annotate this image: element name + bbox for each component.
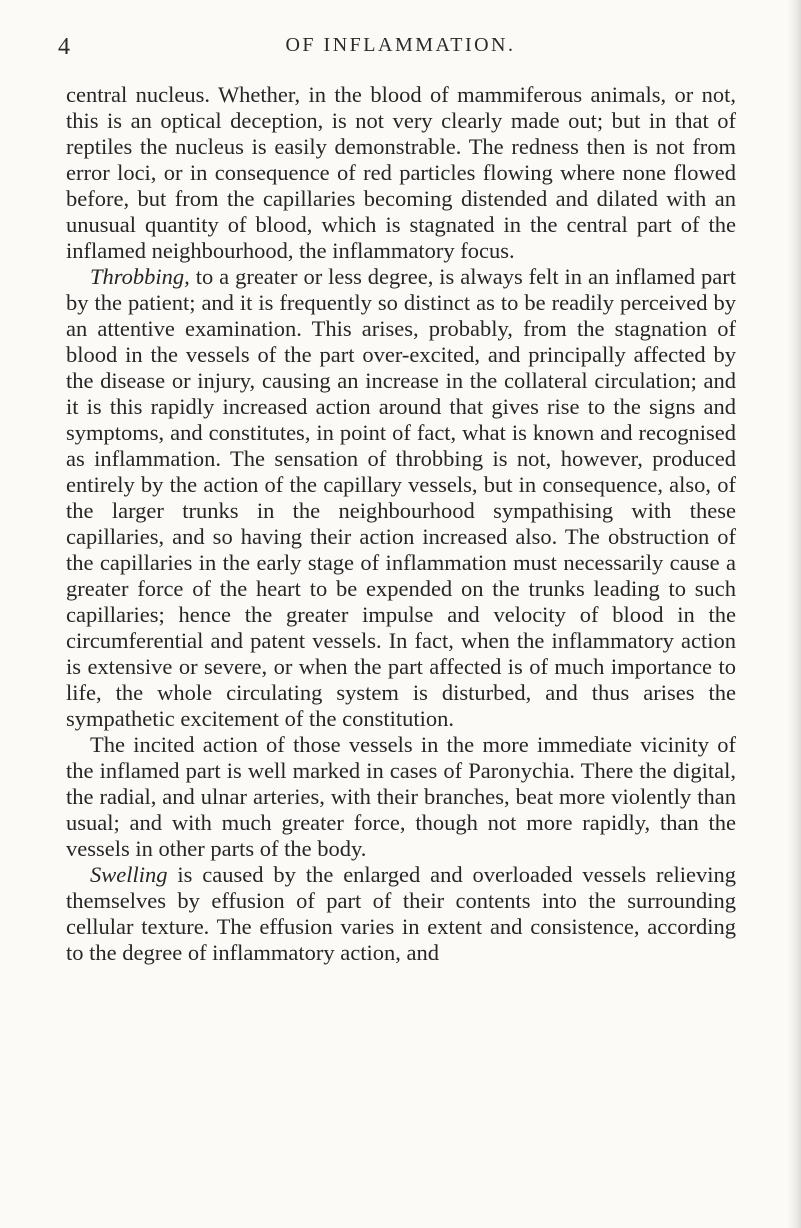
page-edge-shadow	[787, 0, 801, 1228]
paragraph-text: to a greater or less degree, is always felt in an inflamed part by the patient; and it is frequently so distinct as to be readily perceived by an attentive examination. This arises, probably, from the stagnation of blood in the vessels of the part over-excited, and principally affected by the disease or injury, causing an increase in the collateral circulation; and it is this rapidly increased action around that gives rise to the signs and symptoms, and constitutes, in point of fact, what is known and recognised as inflammation. The sensation of throbbing is not, however, produced entirely by the action of the capillary vessels, but in consequence, also, of the larger trunks in the neighbourhood sympathising with these capillaries, and so having their action increased also. The obstruction of the capillaries in the early stage of inflammation must necessarily cause a greater force of the heart to be expended on the trunks leading to such capillaries; hence the greater impulse and velocity of blood in the circumferential and patent vessels. In fact, when the inflammatory action is extensive or severe, or when the part affected is of much importance to life, the whole circulating system is disturbed, and thus arises the sympathetic excitement of the constitution.	[66, 264, 736, 731]
paragraph-swelling	[66, 862, 736, 966]
paragraph-continuation	[66, 82, 736, 264]
paragraph-text: is caused by the enlarged and overloaded vessels relieving themselves by effusion of part of their contents into the surrounding cellular texture. The effusion varies in extent and consistence, according to the degree of inflammatory action, and	[66, 862, 736, 965]
paragraph-lead-term: Swelling	[90, 862, 168, 887]
paragraph-text: The incited action of those vessels in the more immediate vicinity of the inflamed part is well marked in cases of Paronychia. There the digital, the radial, and ulnar arteries, with their branches, beat more violently than usual; and with much greater force, though not more rapidly, than the vessels in other parts of the body.	[66, 732, 736, 861]
page-number: 4	[58, 34, 70, 60]
running-title: OF INFLAMMATION.	[285, 34, 516, 56]
paragraph-incited-action	[66, 732, 736, 862]
body-text	[66, 82, 736, 966]
paragraph-text: central nucleus. Whether, in the blood of mammiferous animals, or not, this is an optical deception, is not very clearly made out; but in that of reptiles the nucleus is easily demonstrable. The redness then is not from error loci, or in consequence of red particles flowing where none flowed before, but from the capillaries becoming distended and dilated with an unusual quantity of blood, which is stagnated in the central part of the inflamed neighbourhood, the inflammatory focus.	[66, 82, 736, 263]
paragraph-lead-term: Throbbing,	[90, 264, 190, 289]
paragraph-throbbing	[66, 264, 736, 732]
